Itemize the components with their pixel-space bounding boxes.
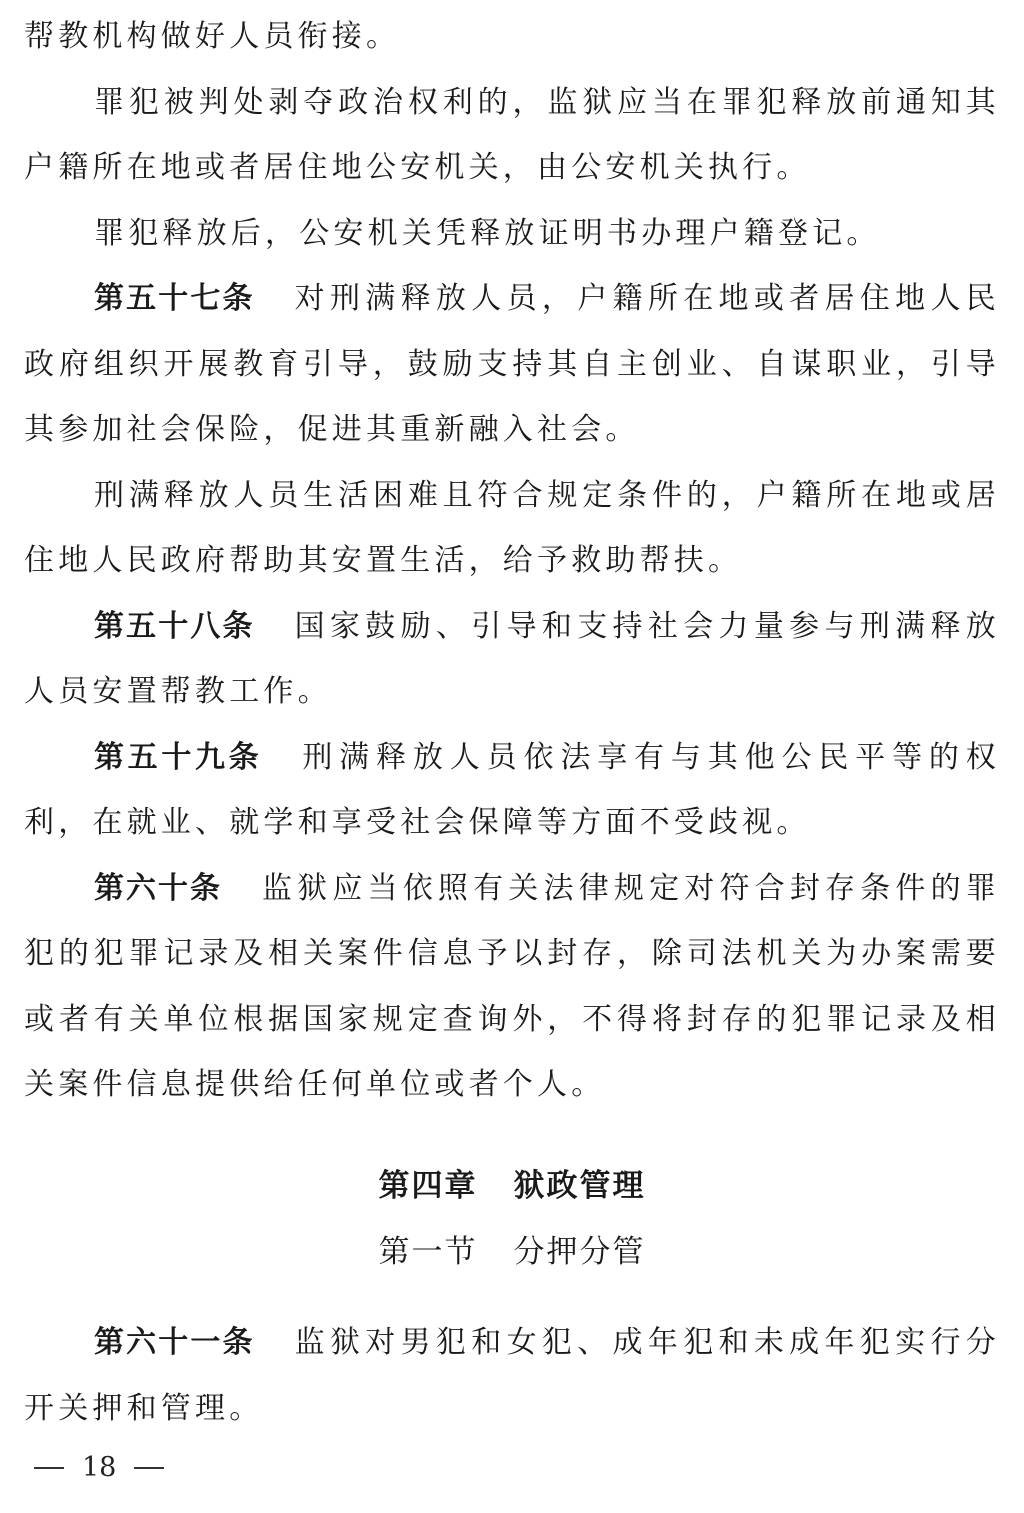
article-61 (24, 1310, 1000, 1441)
article-number: 第六十条 (94, 870, 222, 906)
article-number: 第六十一条 (94, 1325, 255, 1360)
section-title: 分押分管 (513, 1234, 646, 1270)
article-61-block (24, 1310, 1000, 1441)
article-text: 国家鼓励、引导和支持社会力量参与刑满释放人员安置帮教工作。 (24, 608, 1000, 709)
section-number: 第一节 (378, 1234, 478, 1270)
article-number: 第五十九条 (94, 739, 263, 775)
page-footer (34, 1452, 164, 1483)
article-text: 监狱应当依照有关法律规定对符合封存条件的罪犯的犯罪记录及相关案件信息予以封存，除司法机关为办案需要或者有关单位根据国家规定查询外，不得将封存的犯罪记录及相关案件信息提供给任何单位或者个人。 (24, 870, 1000, 1102)
paragraph-article-57-assistance: 刑满释放人员生活困难且符合规定条件的，户籍所在地或居住地人民政府帮助其安置生活，给予救助帮扶。 (24, 477, 1000, 578)
footer-dash-left (34, 1467, 64, 1469)
article-number: 第五十八条 (94, 608, 255, 644)
article-text: 刑满释放人员依法享有与其他公民平等的权利，在就业、就学和享受社会保障等方面不受歧视。 (24, 739, 1000, 840)
article-text: 对刑满释放人员，户籍所在地或者居住地人民政府组织开展教育引导，鼓励支持其自主创业、自谋职业，引导其参加社会保险，促进其重新融入社会。 (24, 281, 1000, 447)
section-heading (0, 1226, 1024, 1271)
paragraph-handover: 帮教机构做好人员衔接。 (24, 19, 401, 54)
document-body (24, 4, 1000, 1118)
article-60 (24, 856, 1000, 1118)
chapter-title: 狱政管理 (513, 1168, 646, 1204)
article-number: 第五十七条 (94, 281, 255, 316)
page-number: 18 (82, 1452, 117, 1483)
article-59 (24, 725, 1000, 856)
chapter-heading (0, 1160, 1024, 1205)
article-text: 监狱对男犯和女犯、成年犯和未成年犯实行分开关押和管理。 (24, 1325, 1000, 1426)
paragraph-political-rights: 罪犯被判处剥夺政治权利的，监狱应当在罪犯释放前通知其户籍所在地或者居住地公安机关，由公安机关执行。 (24, 84, 1000, 185)
chapter-number: 第四章 (378, 1168, 478, 1204)
footer-dash-right (134, 1467, 164, 1469)
paragraph-household-registration: 罪犯释放后，公安机关凭释放证明书办理户籍登记。 (94, 215, 881, 251)
article-57 (24, 266, 1000, 463)
article-58 (24, 594, 1000, 725)
